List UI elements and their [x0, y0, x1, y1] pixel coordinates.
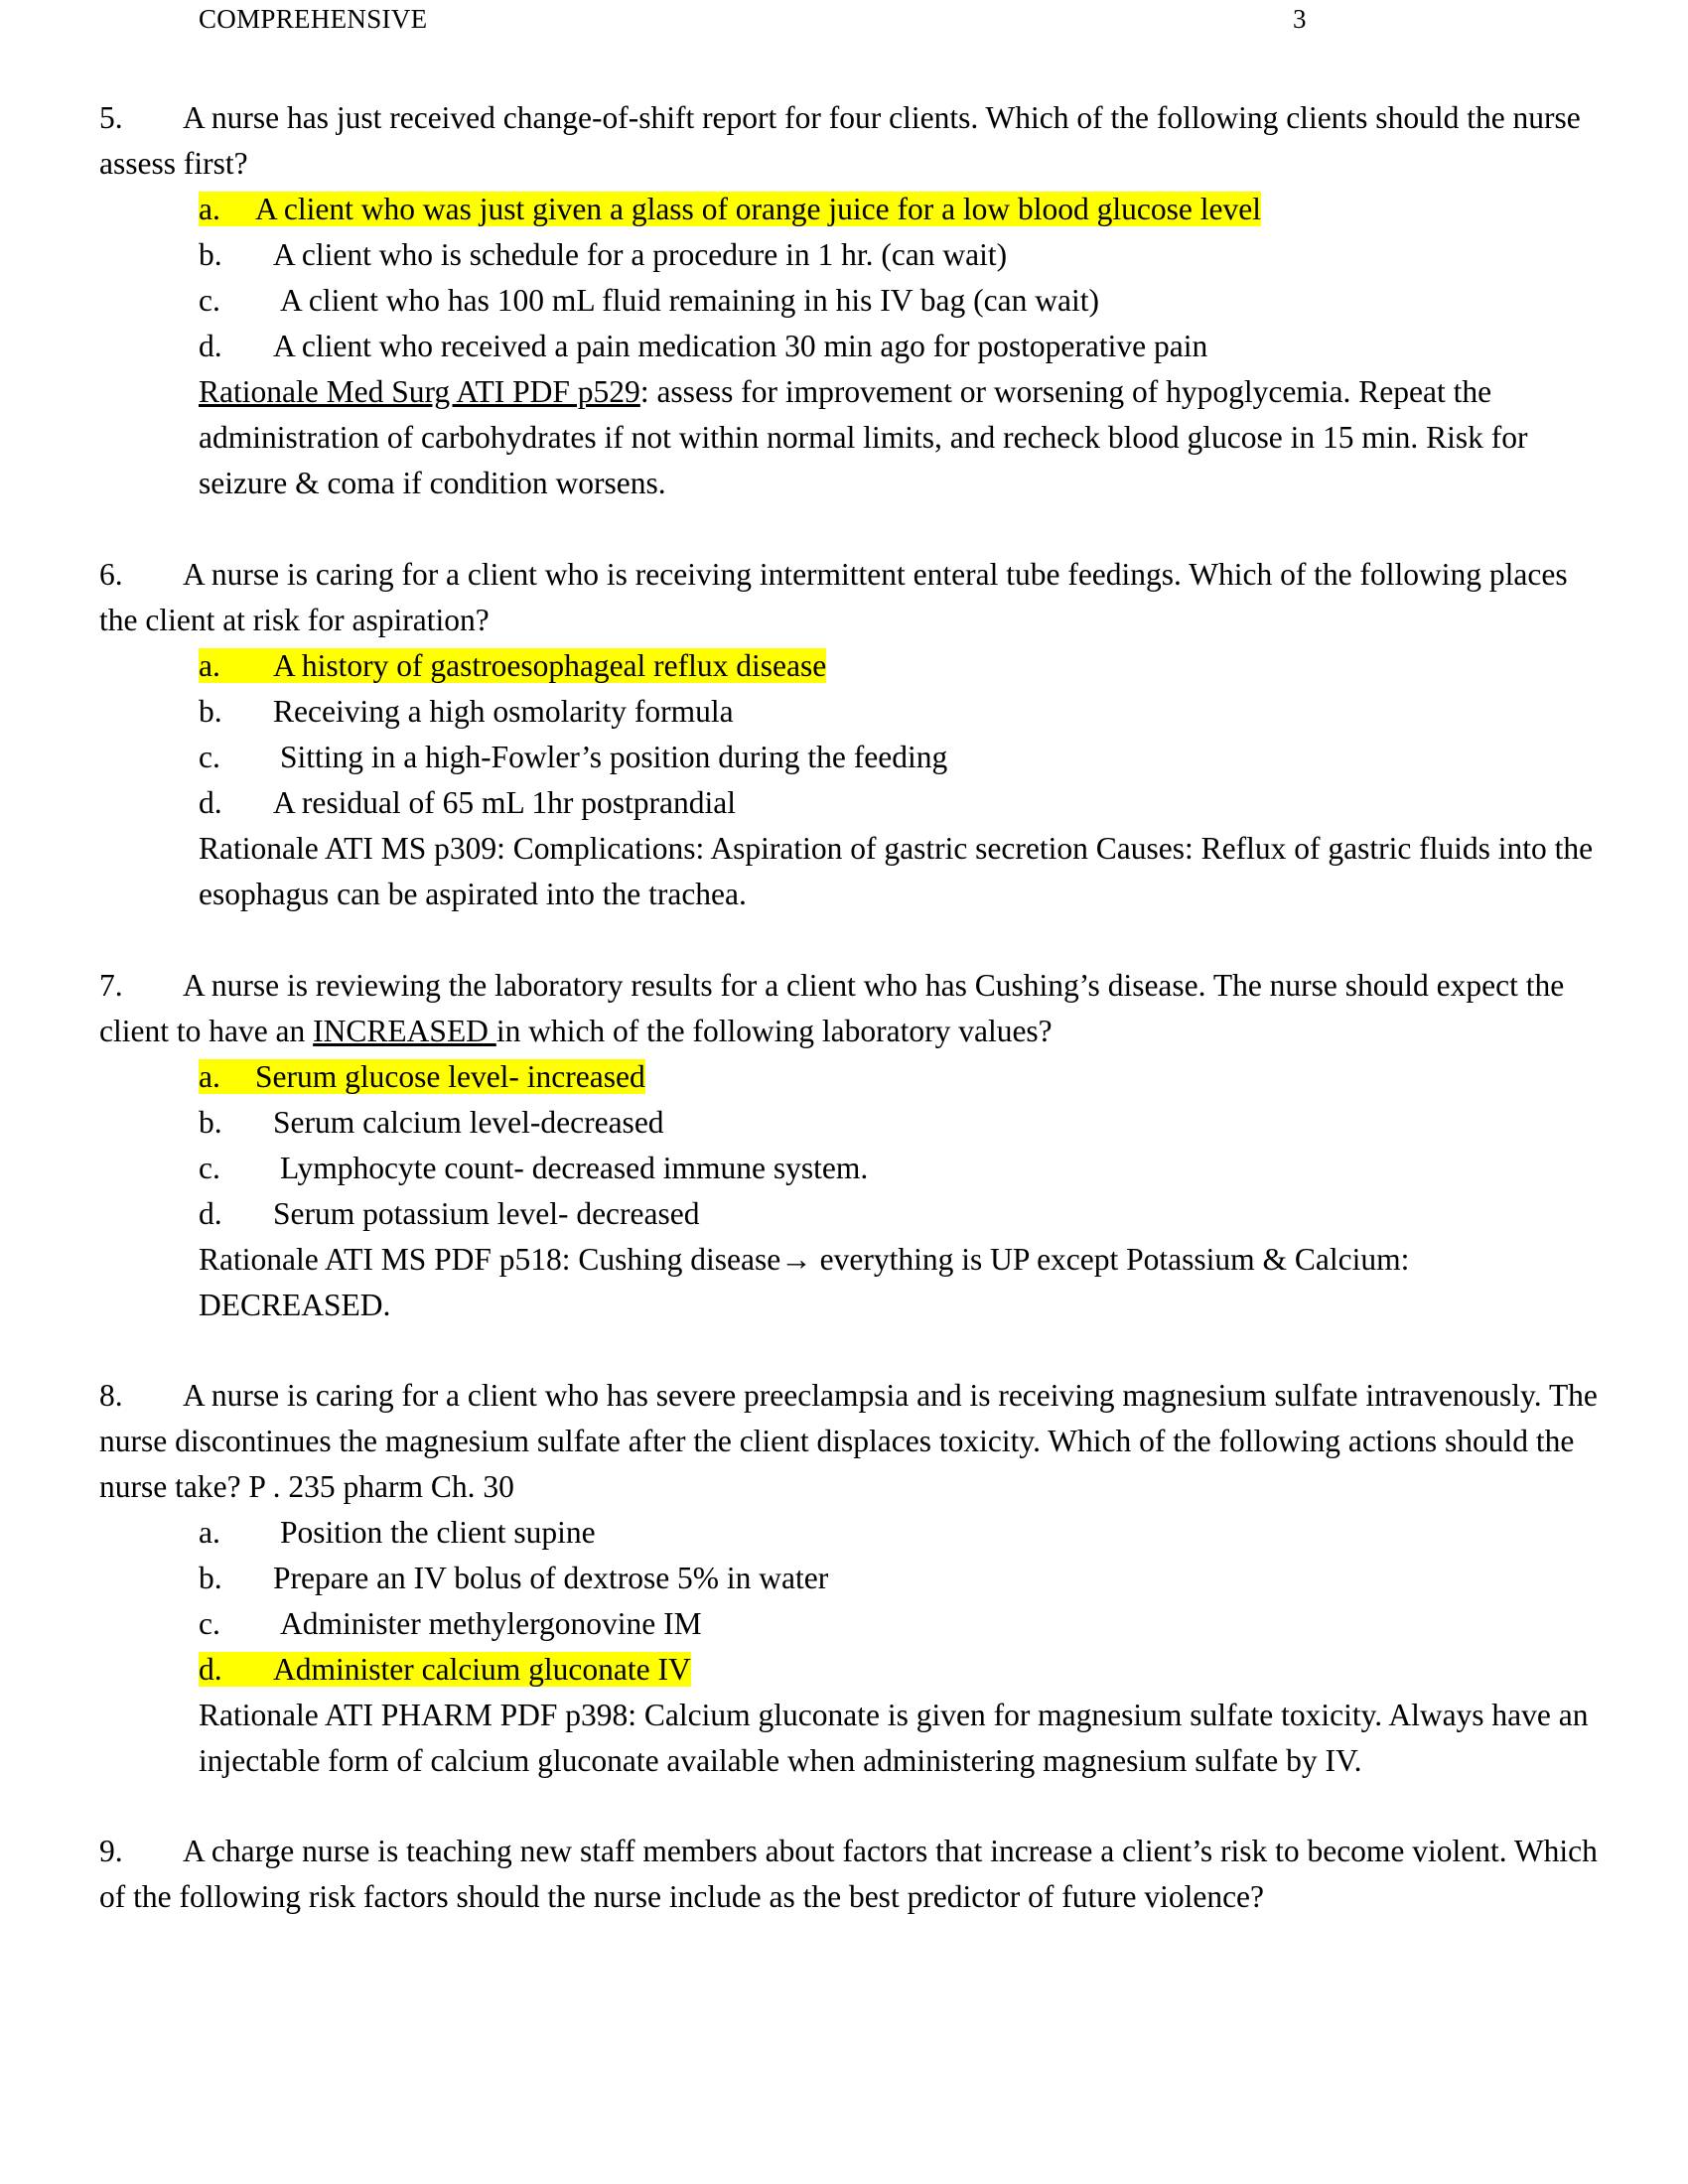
rationale [199, 826, 1609, 917]
question-number: 8. [99, 1378, 123, 1413]
rationale [199, 1693, 1609, 1784]
answer-option-b: b. Prepare an IV bolus of dextrose 5% in water [199, 1561, 829, 1595]
question-number: 7. [99, 968, 123, 1003]
question-number: 6. [99, 557, 123, 592]
answer-option-c: c. Administer methylergonovine IM [199, 1606, 702, 1641]
question-stem [99, 552, 1609, 643]
highlighted-answer: a. A client who was just given a glass of orange juice for a low blood glucose level [199, 192, 1261, 226]
highlighted-answer: a. A history of gastroesophageal reflux disease [199, 648, 827, 683]
answer-option-c: c. A client who has 100 mL fluid remaining in his IV bag (can wait) [199, 283, 1099, 318]
question-text: A nurse has just received change-of-shift report for four clients. Which of the following clients should the nurse assess first? [99, 100, 1581, 181]
rationale-text: Rationale ATI PHARM PDF p398: Calcium gluconate is given for magnesium sulfate toxicity. Always have an injectable form of calcium gluconate available when administering magnesium sulfate by IV. [199, 1698, 1589, 1778]
question-text: A nurse is reviewing the laboratory results for a client who has Cushing’s disease. The nurse should expect the client to have an [99, 968, 1565, 1048]
rationale [199, 1237, 1609, 1328]
answer-options [199, 1054, 1609, 1237]
answer-options [199, 1510, 1609, 1693]
answer-option-b: b. Serum calcium level-decreased [199, 1105, 664, 1140]
answer-option-d: d. A residual of 65 mL 1hr postprandial [199, 785, 736, 820]
answer-option-b: b. Receiving a high osmolarity formula [199, 694, 734, 729]
question-number: 9. [99, 1834, 123, 1868]
rationale-text: Rationale ATI MS p309: Complications: Aspiration of gastric secretion Causes: Reflux of gastric fluids into the esophagus can be aspirated into the trachea. [199, 831, 1594, 911]
question-stem [99, 1373, 1609, 1510]
question-5 [99, 95, 1609, 538]
answer-option-a [199, 643, 1609, 689]
emphasized-word: INCREASED [313, 1014, 496, 1048]
question-7 [99, 963, 1609, 1360]
rationale-source: Rationale Med Surg ATI PDF p529 [199, 374, 640, 409]
answer-options [199, 187, 1609, 369]
question-8 [99, 1373, 1609, 1816]
answer-option-d [199, 1647, 1609, 1693]
rationale-text: : assess for improvement or worsening of hypoglycemia. Repeat the administration of carbohydrates if not within normal limits, and recheck blood glucose in 15 min. Risk for seizure & coma if condition worsens. [199, 374, 1528, 500]
rationale [199, 369, 1609, 506]
highlighted-answer: d. Administer calcium gluconate IV [199, 1652, 691, 1687]
page-number: 3 [1293, 4, 1307, 34]
answer-option-a [199, 187, 1609, 232]
rationale-text: Rationale ATI MS PDF p518: Cushing disease→ everything is UP except Potassium & Calcium: DECREASED. [199, 1242, 1410, 1322]
question-text: A charge nurse is teaching new staff members about factors that increase a client’s risk to become violent. Which of the following risk factors should the nurse include as the best predictor of future violence? [99, 1834, 1598, 1914]
answer-option-a [199, 1054, 1609, 1100]
question-text: A nurse is caring for a client who is receiving intermittent enteral tube feedings. Which of the following places the client at risk for aspiration? [99, 557, 1568, 637]
answer-option-a: a. Position the client supine [199, 1515, 596, 1550]
question-stem [99, 1829, 1609, 1920]
answer-options [199, 643, 1609, 826]
answer-option-c: c. Sitting in a high-Fowler’s position during the feeding [199, 740, 948, 774]
answer-option-b: b. A client who is schedule for a procedure in 1 hr. (can wait) [199, 237, 1008, 272]
question-6 [99, 552, 1609, 949]
question-9 [99, 1829, 1609, 1920]
question-text: A nurse is caring for a client who has severe preeclampsia and is receiving magnesium sulfate intravenously. The nurse discontinues the magnesium sulfate after the client displaces toxicity. Which of the following actions should the nurse take? P . 235 pharm Ch. 30 [99, 1378, 1598, 1504]
question-stem [99, 963, 1609, 1054]
question-text-continued: in which of the following laboratory values? [495, 1014, 1053, 1048]
question-stem [99, 95, 1609, 187]
answer-option-c: c. Lymphocyte count- decreased immune system. [199, 1151, 869, 1185]
answer-option-d: d. Serum potassium level- decreased [199, 1196, 700, 1231]
question-number: 5. [99, 100, 123, 135]
answer-option-d: d. A client who received a pain medication 30 min ago for postoperative pain [199, 329, 1208, 363]
running-header-title: COMPREHENSIVE [199, 4, 428, 34]
highlighted-answer: a. Serum glucose level- increased [199, 1059, 645, 1094]
